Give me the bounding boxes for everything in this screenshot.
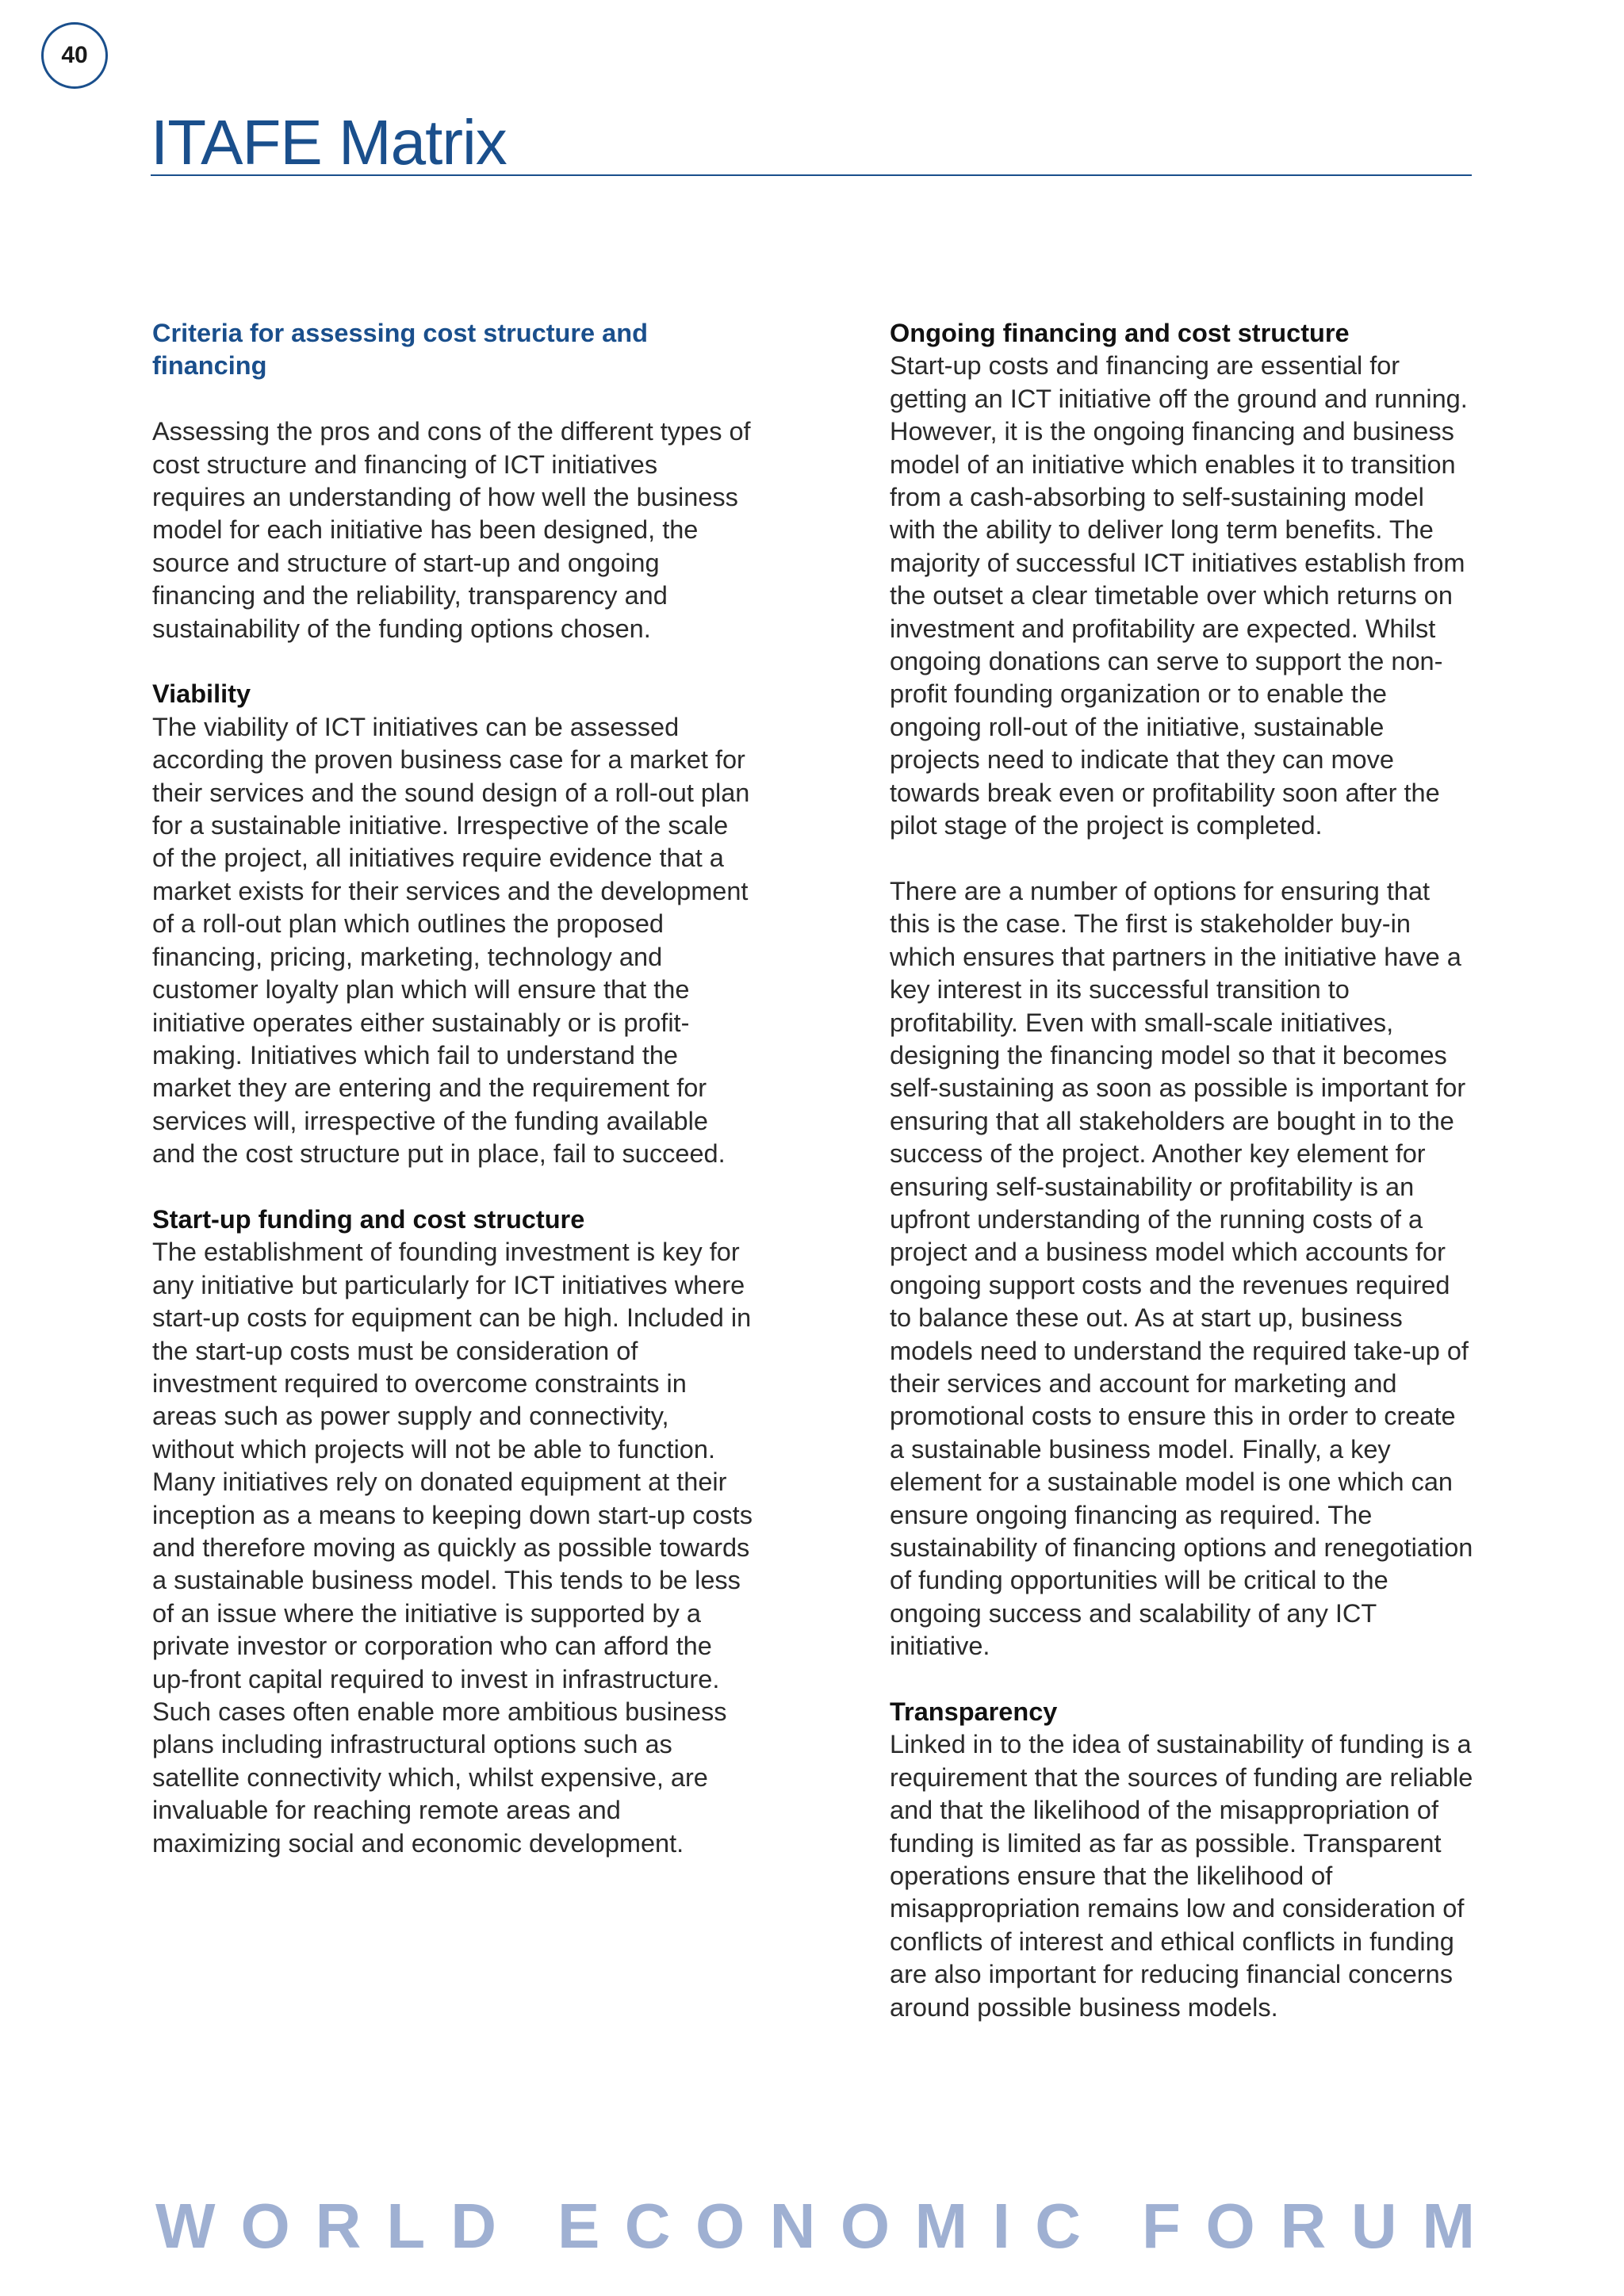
footer-letter: C xyxy=(624,2191,671,2261)
section-heading-ongoing: Ongoing financing and cost structure xyxy=(890,319,1350,347)
footer-letter: M xyxy=(1422,2191,1475,2261)
startup-paragraph: The establishment of founding investment is key for any initiative but particularly for ICT initiatives where start-up costs for equipment can be high. Included in the start-up costs must be consideration of investment required to overcome constraints in areas such as power supply and connectivity, without which projects will not be able to function. Many initiatives rely on donated equipment at their inception as a means to keeping down start-up costs and therefore moving as quickly as possible towards a sustainable business model. This tends to be less of an issue where the initiative is supported by a private investor or corporation who can afford the up-front capital required to invest in infrastructure. Such cases often enable more ambitious business plans including infrastructural options such as satellite connectivity which, whilst expensive, are invaluable for reaching remote areas and maximizing social and economic development. xyxy=(152,1238,753,1858)
footer-letter: O xyxy=(840,2191,891,2261)
options-paragraph: There are a number of options for ensuring that this is the case. The first is stakeholder buy-in which ensures that partners in the initiative have a key interest in its successful transition to profitability. Even with small-scale initiatives, designing the financing model so that it becomes self-sustaining as soon as possible is important for ensuring that all stakeholders are bought in to the success of the project. Another key element for ensuring self-sustainability or profitability is an upfront understanding of the running costs of a project and a business model which accounts for ongoing support costs and the revenues required to balance these out. As at start up, business models need to understand the required take-up of their services and account for marketing and promotional costs to ensure this in order to create a sustainable business model. Finally, a key element for a sustainable model is one which can ensure ongoing financing as required. The sustainability of financing options and renegotiation of funding opportunities will be critical to the ongoing success and scalability of any ICT initiative. xyxy=(890,876,1473,1661)
section-heading-viability: Viability xyxy=(152,679,251,709)
footer-letter: O xyxy=(695,2191,745,2261)
footer-letter: M xyxy=(914,2191,968,2261)
footer-letter: I xyxy=(992,2191,1010,2261)
page-title: ITAFE Matrix xyxy=(151,107,507,178)
footer-letter: O xyxy=(1205,2191,1255,2261)
ongoing-paragraph: Start-up costs and financing are essential for getting an ICT initiative off the ground and running. However, it is the ongoing financing and business model of an initiative which enables it to transition from a cash-absorbing to self-sustaining model with the ability to deliver long term benefits. The majority of successful ICT initiatives establish from the outset a clear timetable over which returns on investment and profitability are expected. Whilst ongoing donations can serve to support the non-profit founding organization or to enable the ongoing roll-out of the initiative, sustainable projects need to indicate that they can move towards break even or profitability soon after the pilot stage of the project is completed. xyxy=(890,351,1468,840)
intro-paragraph: Assessing the pros and cons of the different types of cost structure and financing of ICT initiatives requires an understanding of how well the business model for each initiative has been designed, the source and structure of start-up and ongoing financing and the reliability, transparency and sustainability of the funding options chosen. xyxy=(152,417,751,643)
title-divider xyxy=(151,174,1472,176)
footer-word-world xyxy=(155,2191,496,2261)
footer-word-economic xyxy=(557,2191,1081,2261)
footer-wordmark xyxy=(155,2191,1475,2261)
footer-letter: U xyxy=(1350,2191,1397,2261)
viability-paragraph: The viability of ICT initiatives can be assessed according the proven business case for a market for their services and the sound design of a roll-out plan for a sustainable initiative. Irrespective of the scale of the project, all initiatives require evidence that a market exists for their services and the development of a roll-out plan which outlines the proposed financing, pricing, marketing, technology and customer loyalty plan which will ensure that the initiative operates either sustainably or is profit-making. Initiatives which fail to understand the market they are entering and the requirement for services will, irrespective of the funding available and the cost structure put in place, fail to succeed. xyxy=(152,712,750,1169)
transparency-paragraph: Linked in to the idea of sustainability of funding is a requirement that the sources of funding are reliable and that the likelihood of the misappropriation of funding is limited as far as possible. Transparent operations ensure that the likelihood of misappropriation remains low and consideration of conflicts of interest and ethical conflicts in funding are also important for reducing financial concerns around possible business models. xyxy=(890,1730,1473,2022)
footer-letter: L xyxy=(386,2191,426,2261)
section-heading-startup: Start-up funding and cost structure xyxy=(152,1204,585,1234)
left-column xyxy=(152,317,755,1860)
page-number: 40 xyxy=(41,22,108,89)
footer-letter: W xyxy=(155,2191,216,2261)
right-column xyxy=(890,317,1477,2024)
footer-letter: D xyxy=(450,2191,496,2261)
footer-letter: O xyxy=(240,2191,290,2261)
footer-word-forum xyxy=(1142,2191,1475,2261)
footer-letter: R xyxy=(1280,2191,1327,2261)
section-heading-transparency: Transparency xyxy=(890,1697,1058,1727)
footer-letter: E xyxy=(557,2191,600,2261)
footer-letter: C xyxy=(1035,2191,1081,2261)
footer-letter: F xyxy=(1142,2191,1181,2261)
footer-letter: N xyxy=(769,2191,816,2261)
footer-letter: R xyxy=(315,2191,362,2261)
section-heading-criteria: Criteria for assessing cost structure and financing xyxy=(152,319,648,381)
